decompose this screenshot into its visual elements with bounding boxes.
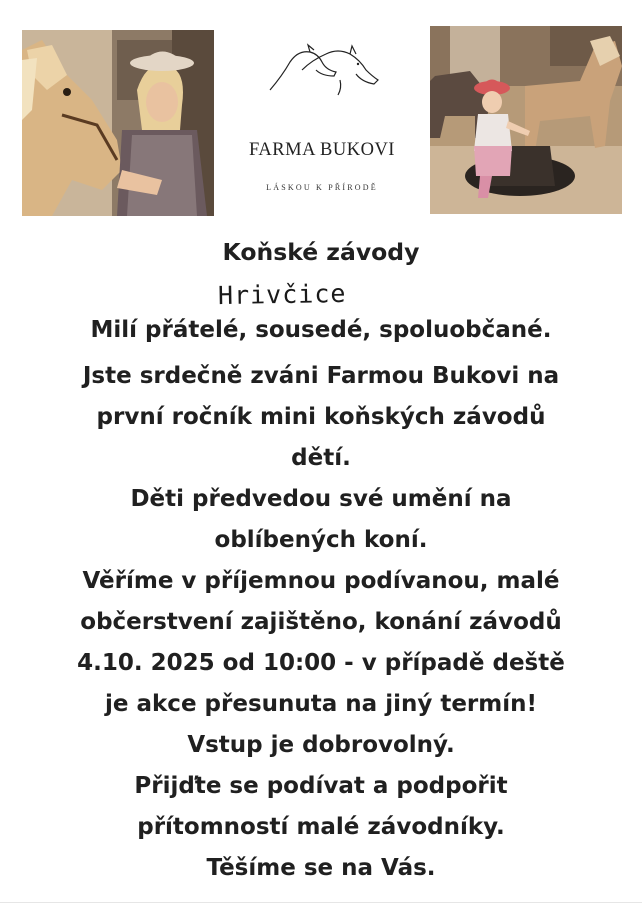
- invitation-line: Věříme v příjemnou podívanou, malé: [82, 568, 560, 594]
- event-date-line: 4.10. 2025 od 10:00 - v případě deště: [77, 650, 565, 676]
- handwritten-location: Hrivčice: [217, 278, 347, 311]
- closing-line: Těšíme se na Vás.: [206, 855, 436, 881]
- woman-with-horse-photo: [22, 30, 214, 216]
- invitation-line: Jste srdečně zváni Farmou Bukovi na: [82, 363, 560, 389]
- invitation-line: je akce přesunuta na jiný termín!: [105, 691, 537, 717]
- invitation-line: občerstvení zajištěno, konání závodů: [80, 609, 562, 635]
- farm-logo: [232, 40, 412, 190]
- invitation-line: Přijďte se podívat a podpořit: [134, 773, 508, 799]
- event-title: Koňské závody: [222, 238, 420, 266]
- farm-name: FARMA BUKOVI: [249, 140, 395, 160]
- invitation-line: přítomností malé závodníky.: [137, 814, 505, 840]
- entry-fee-line: Vstup je dobrovolný.: [187, 732, 455, 758]
- invitation-line: dětí.: [291, 445, 351, 471]
- horse-heads-logo-icon: [262, 40, 382, 96]
- farm-tagline: LÁSKOU K PŘÍRODĚ: [266, 183, 378, 192]
- invitation-line: oblíbených koní.: [214, 527, 428, 553]
- invitation-line: Milí přátelé, sousedé, spoluobčané.: [90, 317, 552, 343]
- page-edge-divider: [0, 902, 642, 903]
- child-on-pony-photo: [430, 26, 622, 214]
- invitation-line: první ročník mini koňských závodů: [96, 404, 546, 430]
- invitation-line: Děti předvedou své umění na: [130, 486, 512, 512]
